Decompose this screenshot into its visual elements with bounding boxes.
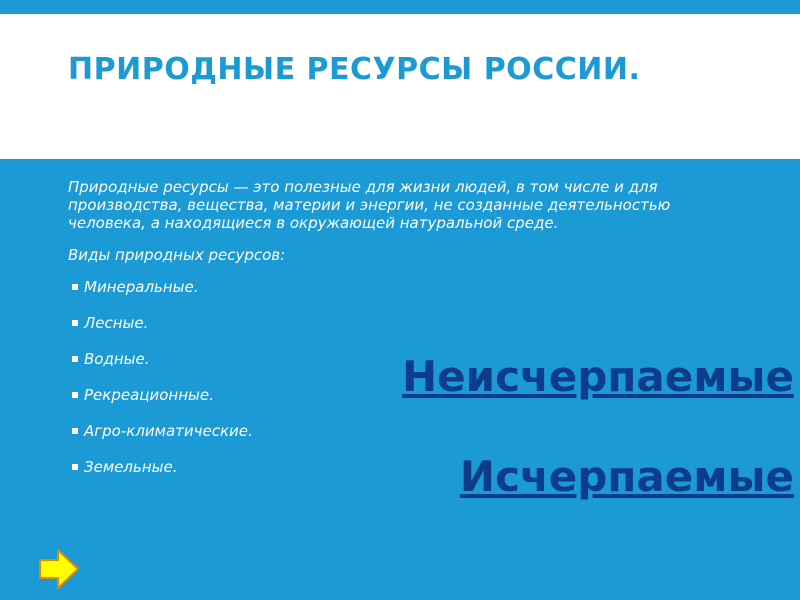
kinds-heading: Виды природных ресурсов: [68,246,286,264]
bullet-icon [72,356,78,362]
list-item [72,422,758,440]
bullet-icon [72,320,78,326]
bullet-icon [72,464,78,470]
list-item [72,314,758,332]
definition-text: Природные ресурсы — это полезные для жизни людей, в том числе и для производства, вещества, материи и энергии, не созданные деятельностью человека, а находящиеся в окружающей натуральной среде. [68,178,671,232]
exhaustible-link[interactable]: Исчерпаемые [459,452,794,501]
list-item-label: Земельные. [84,458,178,476]
list-item-label: Агро-климатические. [84,422,253,440]
list-item-label: Водные. [84,350,150,368]
list-item-label: Лесные. [84,314,149,332]
slide-title: ПРИРОДНЫЕ РЕСУРСЫ РОССИИ. [68,52,641,87]
list-item-label: Минеральные. [84,278,199,296]
top-strip [0,0,800,14]
inexhaustible-link[interactable]: Неисчерпаемые [402,352,794,401]
right-arrow-icon[interactable] [38,548,80,590]
list-item [72,278,758,296]
slide-body [68,178,758,494]
bullet-icon [72,392,78,398]
bullet-icon [72,284,78,290]
list-item-label: Рекреационные. [84,386,214,404]
bullet-icon [72,428,78,434]
